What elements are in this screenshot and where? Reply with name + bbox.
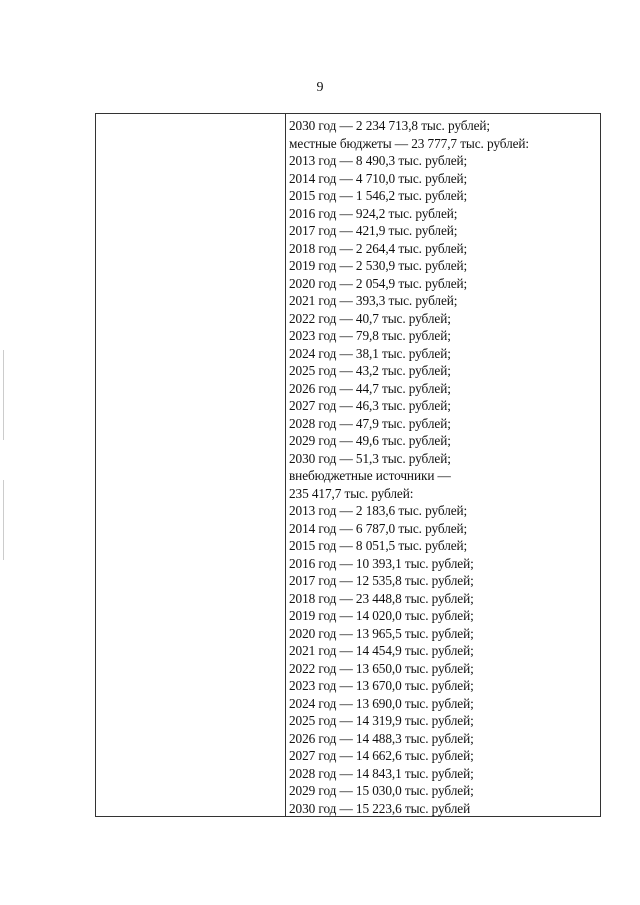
funding-line: 2026 год — 44,7 тыс. рублей;: [289, 380, 451, 396]
funding-line: 2015 год — 8 051,5 тыс. рублей;: [289, 538, 468, 553]
funding-line: 2021 год — 14 454,9 тыс. рублей;: [289, 643, 474, 658]
funding-line: 2018 год — 2 264,4 тыс. рублей;: [289, 240, 468, 256]
scan-edge-mark: [3, 350, 4, 440]
funding-line: 2013 год — 8 490,3 тыс. рублей;: [289, 153, 468, 168]
funding-line: 2022 год — 13 650,0 тыс. рублей;: [289, 660, 474, 676]
funding-line: 2028 год — 47,9 тыс. рублей;: [289, 415, 451, 431]
funding-line: 2020 год — 13 965,5 тыс. рублей;: [289, 625, 474, 641]
funding-line: 2030 год — 15 223,6 тыс. рублей: [289, 800, 471, 816]
funding-line: 2014 год — 6 787,0 тыс. рублей;: [289, 520, 468, 536]
funding-line: 2025 год — 14 319,9 тыс. рублей;: [289, 713, 474, 728]
column-divider: [285, 114, 286, 816]
funding-line: 2029 год — 15 030,0 тыс. рублей;: [289, 783, 474, 798]
funding-line: 2023 год — 79,8 тыс. рублей;: [289, 328, 451, 343]
funding-line: 2026 год — 14 488,3 тыс. рублей;: [289, 730, 474, 746]
funding-line: 2020 год — 2 054,9 тыс. рублей;: [289, 275, 468, 291]
funding-line: 2019 год — 2 530,9 тыс. рублей;: [289, 258, 468, 273]
funding-line: 2027 год — 46,3 тыс. рублей;: [289, 398, 451, 413]
funding-line: 2014 год — 4 710,0 тыс. рублей;: [289, 170, 468, 186]
table-left-cell: [96, 114, 285, 816]
scan-edge-mark: [3, 480, 4, 560]
funding-line: 2025 год — 43,2 тыс. рублей;: [289, 363, 451, 378]
funding-line: 2029 год — 49,6 тыс. рублей;: [289, 433, 451, 448]
funding-line: 2017 год — 12 535,8 тыс. рублей;: [289, 573, 474, 588]
funding-line: 2027 год — 14 662,6 тыс. рублей;: [289, 748, 474, 763]
funding-line: внебюджетные источники —: [289, 468, 451, 483]
funding-line: 2021 год — 393,3 тыс. рублей;: [289, 293, 458, 308]
funding-line: 2013 год — 2 183,6 тыс. рублей;: [289, 503, 468, 518]
funding-line: 2024 год — 13 690,0 тыс. рублей;: [289, 695, 474, 711]
funding-line: 2030 год — 51,3 тыс. рублей;: [289, 450, 451, 466]
funding-table: [95, 113, 601, 817]
funding-line: 2023 год — 13 670,0 тыс. рублей;: [289, 678, 474, 693]
funding-line: местные бюджеты — 23 777,7 тыс. рублей:: [289, 135, 530, 151]
table-right-cell: [289, 117, 596, 817]
funding-line: 2028 год — 14 843,1 тыс. рублей;: [289, 765, 474, 781]
funding-line: 2018 год — 23 448,8 тыс. рублей;: [289, 590, 474, 606]
funding-line: 2030 год — 2 234 713,8 тыс. рублей;: [289, 118, 491, 133]
funding-line: 2024 год — 38,1 тыс. рублей;: [289, 345, 451, 361]
funding-line: 235 417,7 тыс. рублей:: [289, 485, 414, 501]
page-number: 9: [316, 80, 324, 95]
funding-line: 2017 год — 421,9 тыс. рублей;: [289, 223, 458, 238]
funding-line: 2016 год — 924,2 тыс. рублей;: [289, 205, 458, 221]
funding-line: 2019 год — 14 020,0 тыс. рублей;: [289, 608, 474, 623]
funding-line: 2016 год — 10 393,1 тыс. рублей;: [289, 555, 474, 571]
funding-line: 2015 год — 1 546,2 тыс. рублей;: [289, 188, 468, 203]
funding-line: 2022 год — 40,7 тыс. рублей;: [289, 310, 451, 326]
